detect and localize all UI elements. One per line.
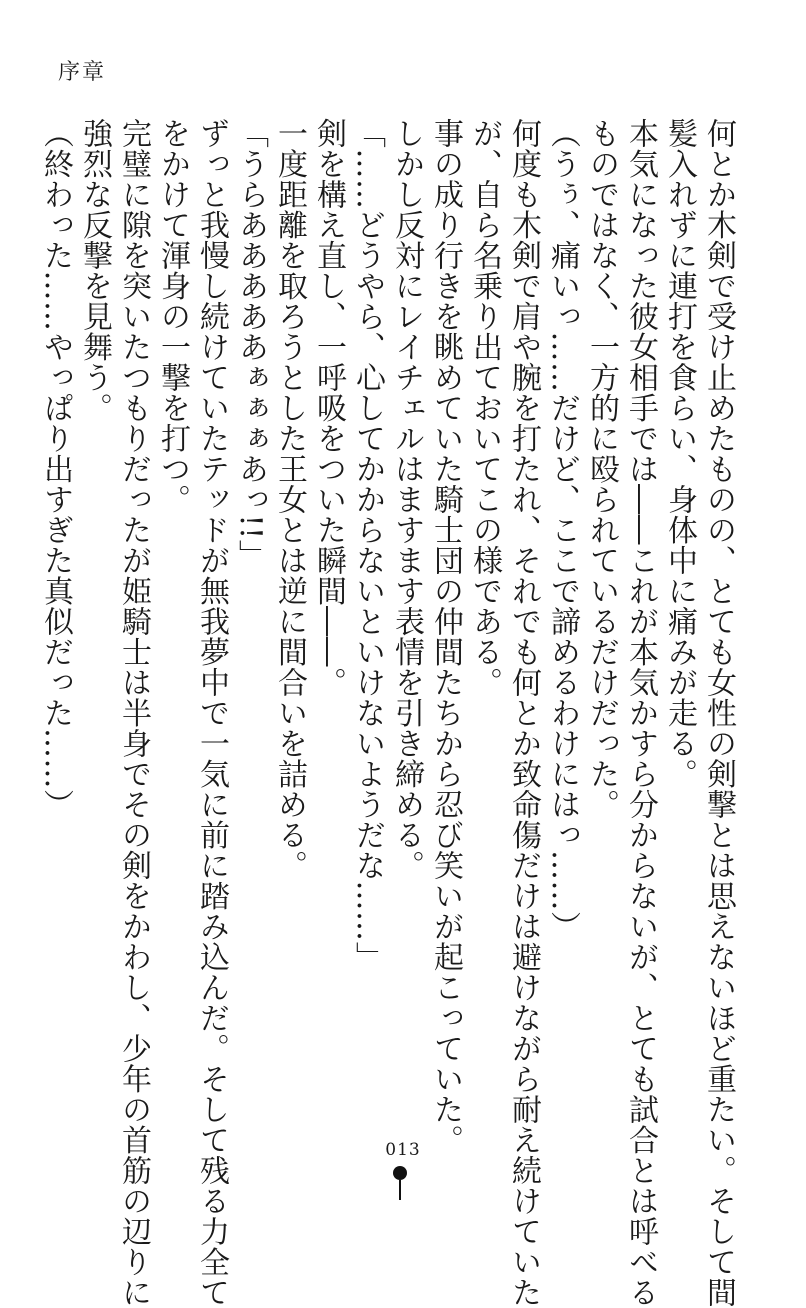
- text-line: 強烈な反撃を見舞う。: [77, 118, 112, 423]
- text-line: （うぅ、痛いっ……だけど、ここで諦めるわけにはっ……）: [545, 118, 580, 942]
- text-line: 何度も木剣で肩や腕を打たれ、それでも何とか致命傷だけは避けながら耐え続けていた: [506, 118, 541, 1308]
- text-line: しかし反対にレイチェルはますます表情を引き締める。: [389, 118, 424, 881]
- text-line: 「うらあああああぁぁぁあっ!!」: [233, 118, 268, 571]
- text-line: 本気になった彼女相手では――これが本気かすら分からないが、とても試合とは呼べる: [623, 118, 658, 1308]
- text-line: ずっと我慢し続けていたテッドが無我夢中で一気に前に踏み込んだ。そして残る力全て: [194, 118, 229, 1308]
- text-line: 「……どうやら、心してかからないといけないようだな……」: [350, 118, 385, 972]
- text-line: が、自ら名乗り出ておいてこの様である。: [467, 118, 502, 698]
- chapter-title: 序章: [58, 60, 107, 85]
- text-line: 何とか木剣で受け止めたものの、とても女性の剣撃とは思えないほど重たい。そして間: [701, 118, 736, 1308]
- text-line: （終わった……やっぱり出すぎた真似だった……）: [38, 118, 73, 820]
- text-line: 剣を構え直し、一呼吸をついた瞬間――。: [311, 118, 346, 698]
- text-line: 事の成り行きを眺めていた騎士団の仲間たちから忍び笑いが起こっていた。: [428, 118, 463, 1155]
- text-line: をかけて渾身の一撃を打つ。: [155, 118, 190, 515]
- page-number: 013: [385, 1140, 421, 1160]
- text-line: ものではなく、一方的に殴られているだけだった。: [584, 118, 619, 820]
- text-line: 完璧に隙を突いたつもりだったが姫騎士は半身でその剣をかわし、少年の首筋の辺りに: [116, 118, 151, 1308]
- text-line: 一度距離を取ろうとした王女とは逆に間合いを詰める。: [272, 118, 307, 881]
- text-line: 髪入れずに連打を食らい、身体中に痛みが走る。: [662, 118, 697, 789]
- page-marker-dot: [393, 1166, 407, 1180]
- page-marker-line: [399, 1180, 401, 1200]
